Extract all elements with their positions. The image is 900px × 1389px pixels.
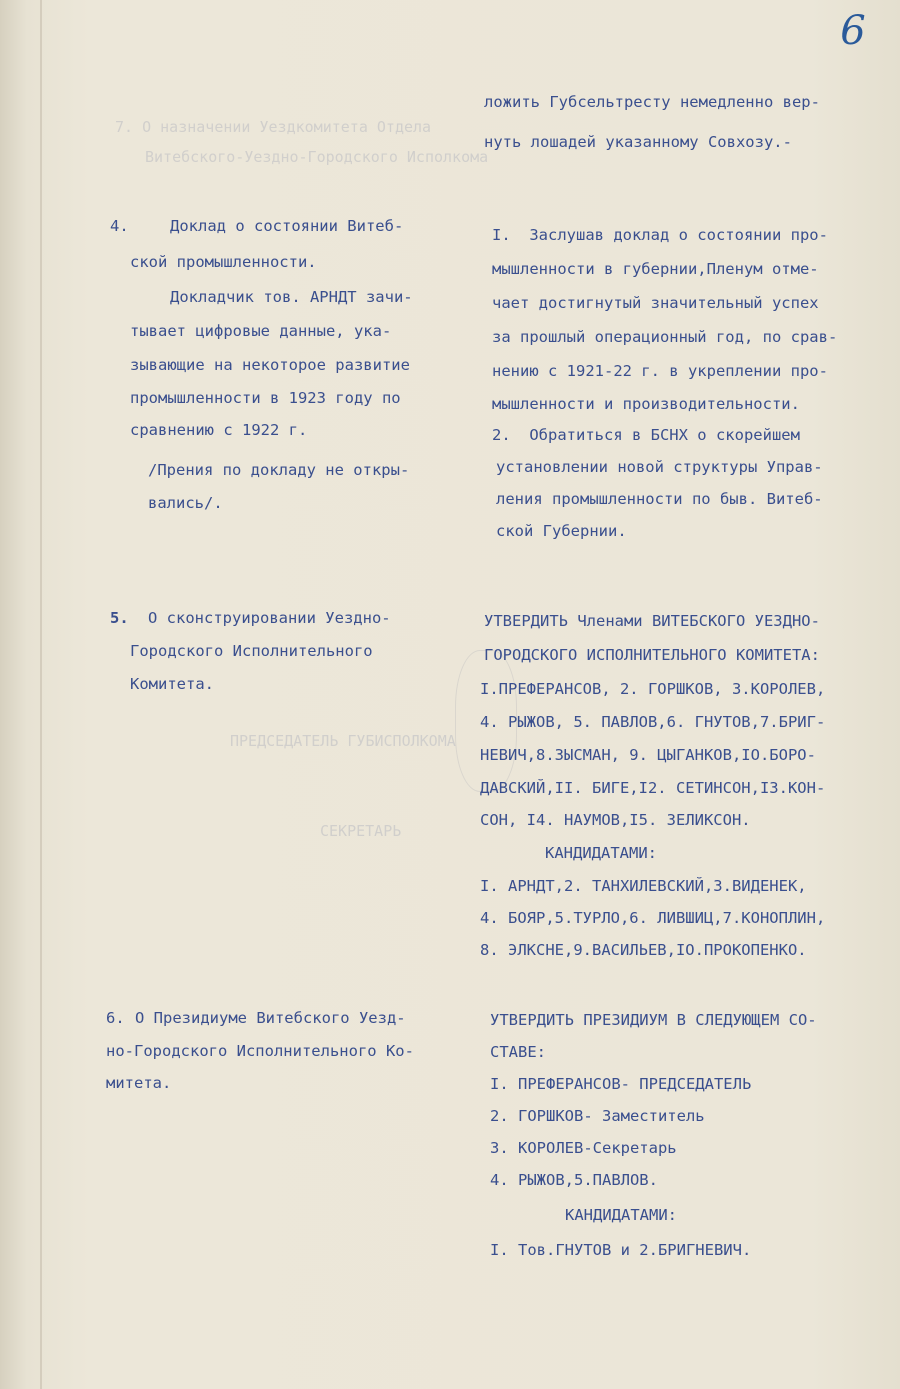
item-right-line: 2. Обратиться в БСНХ о скорейшем [492, 426, 800, 444]
ghost-text: Витебского-Уездно-Городского Исполкома [145, 148, 489, 166]
item-left-line: промышленности в 1923 году по [130, 389, 401, 407]
item-right-line: мышленности и производительности. [492, 395, 800, 413]
continuation-line: ложить Губсельтресту немедленно вер- [484, 93, 820, 111]
item-right-line: УТВЕРДИТЬ ПРЕЗИДИУМ В СЛЕДУЮЩЕМ СО- [490, 1011, 817, 1029]
item-right-line: ГОРОДСКОГО ИСПОЛНИТЕЛЬНОГО КОМИТЕТА: [484, 646, 820, 664]
ghost-text: 7. О назначении Уездкомитета Отдела [115, 118, 432, 136]
item-right-line: нению с 1921-22 г. в укреплении про- [492, 362, 828, 380]
item-right-line: КАНДИДАТАМИ: [565, 1206, 677, 1224]
item-left-line: митета. [106, 1074, 172, 1092]
item-right-line: чает достигнутый значительный успех [492, 294, 819, 312]
item-number: 4. [110, 217, 129, 235]
page-number: 6 [840, 8, 866, 54]
item-left-line: /Прения по докладу не откры- [148, 461, 410, 479]
item-right-line: I. Заслушав доклад о состоянии про- [492, 226, 828, 244]
item-left-line: но-Городского Исполнительного Ко- [106, 1042, 414, 1060]
item-right-line: УТВЕРДИТЬ Членами ВИТЕБСКОГО УЕЗДНО- [484, 612, 820, 630]
item-right-line: СТАВЕ: [490, 1043, 546, 1061]
item-right-line: СОН, I4. НАУМОВ,I5. ЗЕЛИКСОН. [480, 811, 751, 829]
item-left-line: О Президиуме Витебского Уезд- [135, 1009, 406, 1027]
ghost-text: СЕКРЕТАРЬ [320, 822, 402, 840]
item-right-line: 2. ГОРШКОВ- Заместитель [490, 1107, 705, 1125]
item-right-line: 4. РЫЖОВ, 5. ПАВЛОВ,6. ГНУТОВ,7.БРИГ- [480, 713, 826, 731]
item-left-line: О сконструировании Уездно- [148, 609, 391, 627]
item-right-line: КАНДИДАТАМИ: [545, 844, 657, 862]
item-number: 5. [110, 609, 129, 627]
continuation-line: нуть лошадей указанному Совхозу.- [484, 133, 792, 151]
item-right-line: I. Тов.ГНУТОВ и 2.БРИГНЕВИЧ. [490, 1241, 752, 1259]
item-right-line: установлении новой структуры Управ- [496, 458, 823, 476]
item-left-line: вались/. [148, 494, 223, 512]
item-right-line: 4. БОЯР,5.ТУРЛО,6. ЛИВШИЦ,7.КОНОПЛИН, [480, 909, 826, 927]
item-right-line: 4. РЫЖОВ,5.ПАВЛОВ. [490, 1171, 658, 1189]
item-right-line: мышленности в губернии,Пленум отме- [492, 260, 819, 278]
item-left-line: ской промышленности. [130, 253, 317, 271]
page-fold-line [40, 0, 42, 1389]
ghost-text: ПРЕДСЕДАТЕЛЬ ГУБИСПОЛКОМА [230, 732, 456, 750]
item-right-line: ской Губернии. [496, 522, 627, 540]
item-right-line: I.ПРЕФЕРАНСОВ, 2. ГОРШКОВ, 3.КОРОЛЕВ, [480, 680, 826, 698]
item-left-line: Доклад о состоянии Витеб- [170, 217, 404, 235]
item-right-line: 8. ЭЛКСНЕ,9.ВАСИЛЬЕВ,IO.ПРОКОПЕНКО. [480, 941, 807, 959]
item-right-line: ления промышленности по быв. Витеб- [496, 490, 823, 508]
item-right-line: I. АРНДТ,2. ТАНХИЛЕВСКИЙ,3.ВИДЕНЕК, [480, 877, 807, 895]
item-right-line: НЕВИЧ,8.ЗЫСМАН, 9. ЦЫГАНКОВ,IO.БОРО- [480, 746, 816, 764]
item-number: 6. [106, 1009, 125, 1027]
item-left-line: Комитета. [130, 675, 214, 693]
item-left-line: сравнению с 1922 г. [130, 421, 308, 439]
item-left-line: зывающие на некоторое развитие [130, 356, 410, 374]
item-right-line: 3. КОРОЛЕВ-Секретарь [490, 1139, 677, 1157]
item-right-line: I. ПРЕФЕРАНСОВ- ПРЕДСЕДАТЕЛЬ [490, 1075, 752, 1093]
item-left-line: Городского Исполнительного [130, 642, 373, 660]
item-right-line: за прошлый операционный год, по срав- [492, 328, 838, 346]
item-right-line: ДАВСКИЙ,II. БИГЕ,I2. СЕТИНСОН,I3.КОН- [480, 779, 826, 797]
item-left-line: Докладчик тов. АРНДТ зачи- [170, 288, 413, 306]
item-left-line: тывает цифровые данные, ука- [130, 322, 392, 340]
